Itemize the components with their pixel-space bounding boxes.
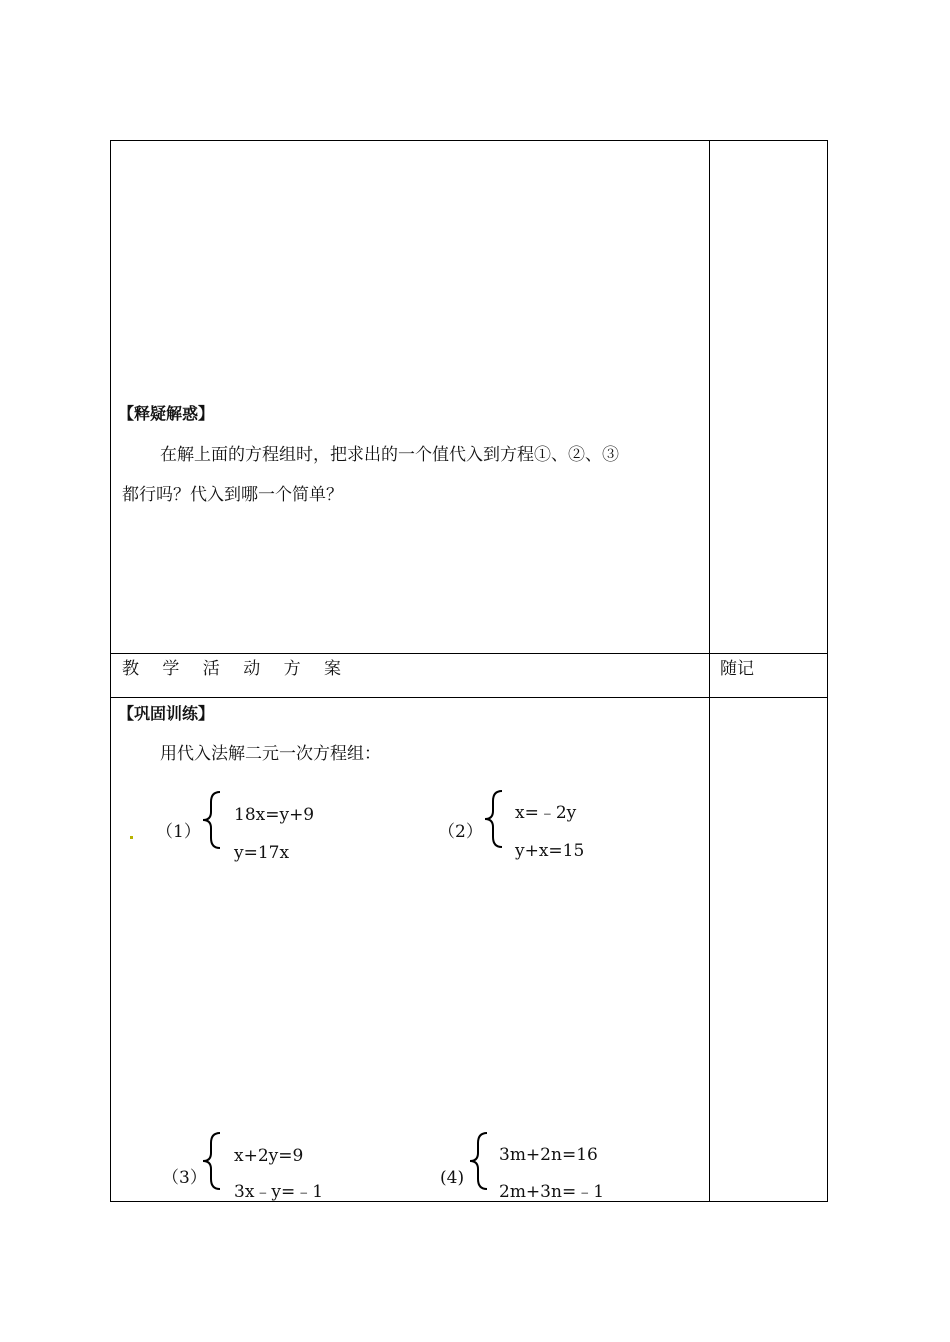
equation-second: 2m+3n=﹣1 — [499, 1182, 605, 1202]
equation-first: x+2y=9 — [234, 1146, 304, 1166]
problem-label: （3） — [162, 1168, 207, 1188]
table-divider-header-bottom — [110, 697, 828, 698]
practice-instruction: 用代入法解二元一次方程组： — [160, 744, 381, 764]
header-notes: 随记 — [720, 659, 754, 679]
problem-label: （1） — [156, 822, 201, 842]
problem-label: (4) — [440, 1168, 465, 1188]
equation-first: 3m+2n=16 — [499, 1145, 598, 1165]
equation-first: x=﹣2y — [515, 803, 577, 823]
equation-second: 3x﹣y=﹣1 — [234, 1182, 324, 1202]
table-column-divider — [709, 140, 710, 1202]
left-brace-icon — [200, 1131, 222, 1191]
table-divider-header-top — [110, 653, 828, 654]
stray-mark — [130, 836, 133, 839]
problem-label: （2） — [438, 822, 483, 842]
left-brace-icon — [467, 1131, 489, 1191]
table-border-right — [827, 140, 828, 1202]
header-teaching-plan: 教 学 活 动 方 案 — [122, 659, 351, 679]
table-border-bottom — [110, 1201, 828, 1202]
clarify-question-line2: 都行吗？代入到哪一个简单？ — [122, 485, 343, 505]
left-brace-icon — [200, 790, 222, 850]
equation-second: y=17x — [234, 843, 290, 863]
table-border-left — [110, 140, 111, 1202]
equation-first: 18x=y+9 — [234, 805, 315, 825]
equation-second: y+x=15 — [515, 841, 585, 861]
clarify-question-line1: 在解上面的方程组时，把求出的一个值代入到方程①、②、③ — [160, 445, 619, 465]
table-border-top — [110, 140, 828, 141]
clarify-section-title: 【释疑解惑】 — [118, 404, 215, 423]
left-brace-icon — [482, 789, 504, 849]
practice-section-title: 【巩固训练】 — [118, 704, 215, 723]
